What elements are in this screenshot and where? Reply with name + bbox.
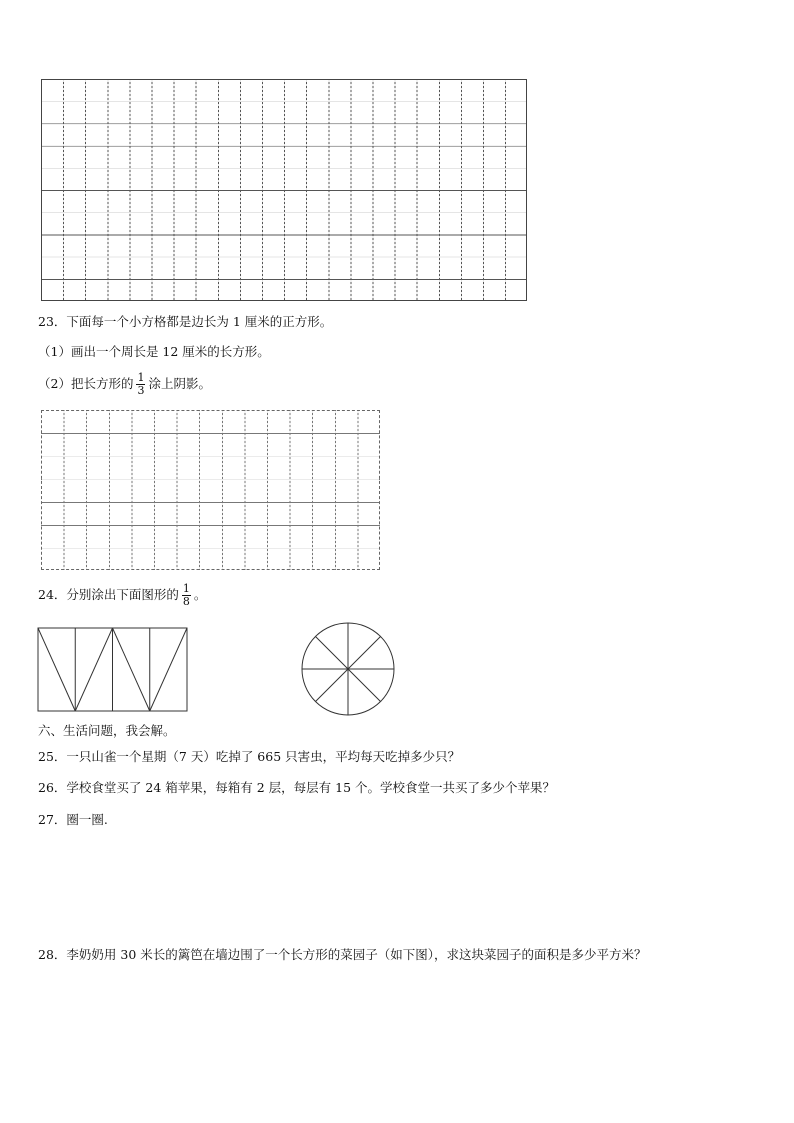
question-25: 25．一只山雀一个星期（7 天）吃掉了 665 只害虫，平均每天吃掉多少只？ <box>38 749 461 764</box>
fraction-one-eighth: $\frac{1}{8}$ <box>182 582 190 608</box>
question-23-title: 23．下面每一个小方格都是边长为 1 厘米的正方形。 <box>38 314 333 329</box>
question-28: 28．李奶奶用 30 米长的篱笆在墙边围了一个长方形的菜园子（如下图），求这块菜园子的面积是多少平方米？ <box>38 947 647 962</box>
square-grid-top <box>41 79 527 301</box>
section-6-heading: 六、生活问题，我会解。 <box>38 723 176 738</box>
circle-eighths-figure <box>300 621 396 717</box>
question-23-part-2: （2）把长方形的 $\frac{1}{3}$ 涂上阴影。 <box>38 371 211 397</box>
fraction-one-third: $\frac{1}{3}$ <box>137 371 145 397</box>
question-23-part-1: （1）画出一个周长是 12 厘米的长方形。 <box>38 344 270 359</box>
question-24-title: 24．分别涂出下面图形的 $\frac{1}{8}$ 。 <box>38 582 207 608</box>
question-27: 27．圈一圈. <box>38 812 108 827</box>
square-grid-question-23 <box>41 410 380 570</box>
rectangle-triangles-figure <box>37 627 190 713</box>
question-26: 26．学校食堂买了 24 箱苹果，每箱有 2 层，每层有 15 个。学校食堂一共买了多少个苹果？ <box>38 780 556 795</box>
